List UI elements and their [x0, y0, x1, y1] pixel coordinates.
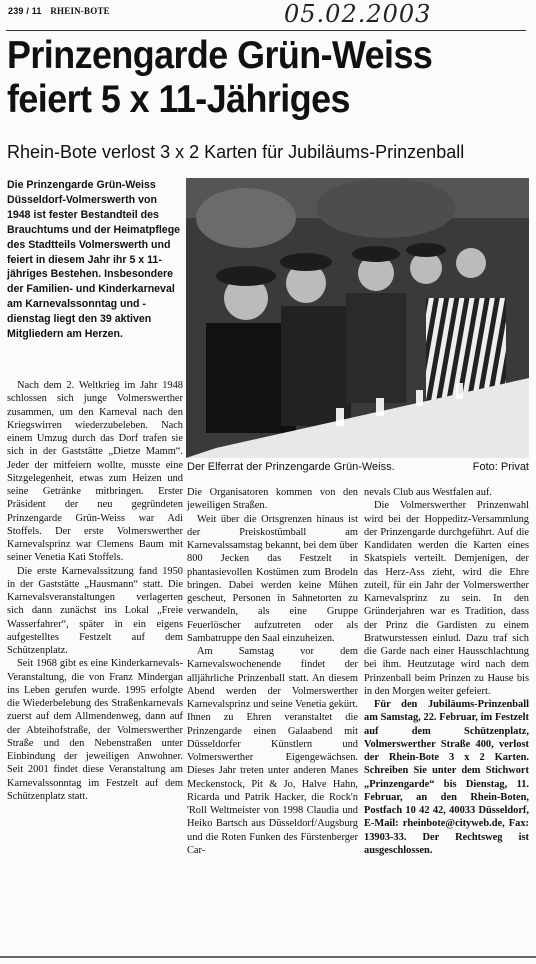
paragraph: Die erste Karnevalssitzung fand 1950 in der Gaststätte „Hausmann“ statt. Die Karnevalsveranstaltungen verlagerten sich dann zunächst ins Lokal „Freie Wasserfahrer“, später in ein eigens aufgestelltes Festzelt auf dem Schützenplatz. [7, 565, 183, 656]
caption-text: Der Elferrat der Prinzengarde Grün-Weiss. [187, 461, 395, 473]
headline-line-2: feiert 5 x 11-Jähriges [7, 78, 350, 121]
photo-caption [187, 461, 529, 473]
publication-name: RHEIN-BOTE [50, 6, 110, 16]
photo-elferrat [186, 178, 529, 458]
page-number: 239 / 11 [8, 6, 42, 16]
lead-paragraph: Die Prinzengarde Grün-Weiss Düsseldorf-Volmerswerth von 1948 ist fester Bestandteil des Brauchtums und der Heimatpflege des Stadtteils Volmerswerth und feiert in diesem Jahr ihr 5 x 11-jähriges Bestehen. Insbesondere der Familien- und Kinderkarneval am Karnevalssonntag und -dienstag liegt den 39 aktiven Mitgliedern am Herzen. [7, 179, 181, 341]
article-column-1 [7, 379, 183, 803]
paragraph: Die Organisatoren kommen von den jeweiligen Straßen. [187, 487, 358, 512]
handwritten-date: 05.02.2003 [284, 0, 432, 28]
bottom-rule [0, 956, 536, 958]
paragraph: Seit 1968 gibt es eine Kinderkarnevals-Veranstaltung, die von Franz Mindergan ins Leben gerufen wurde. 1995 erfolgte die Wiederbelebung des Straßenkarnevals zuerst auf dem Allmendenweg, dann auf der Abteihofstraße, der Volmerswerther Straße und den Nebenstraßen unter Einbindung der jeweiligen Anwohner. Seit 2001 findet diese Veranstaltung am Karnevalssonntag im Festzelt auf dem Schützenplatz statt. [7, 658, 183, 802]
paragraph: Die Volmerswerther Prinzenwahl wird bei der Hoppeditz-Versammlung der Prinzengarde durchgeführt. Auf die Kandidaten werden die Karten eines Skatspiels verteilt. Demjenigen, der das Herz-Ass zieht, wird die Ehre zuteil, für ein Jahr der Volmerswerther Karnevalsprinz zu sein. In den Gründerjahren war es Tradition, dass der Prinz die Gardisten zu einem Bratwurstessen einlud. Dazu traf sich die Garde nach einer Hausschlachtung bei ihm. Heutzutage wird nach dem Prinzenball beim Prinzen zu Hause bis in den Morgen weiter gefeiert. [364, 500, 529, 697]
photo-illustration [186, 178, 529, 458]
paragraph: Nach dem 2. Weltkrieg im Jahr 1948 schlossen sich junge Volmerswerther zusammen, um den Karneval nach den Kriegswirren wiederzubeleben. Nach einem Umzug durch das Dorf trafen sie sich in der Gaststätte „Dietze Mamm“. Jeder der mitfeiern wollte, musste eine Sitzgelegenheit, etwas zum Heizen und seine Getränke mitbringen. Erster Präsident der neu gegründeten Prinzengarde Grün-Weiss war Adi Stoffels. Der erste Volmerswerther Karnevalsprinz war Clemens Baum mit seiner Venetia Kati Stoffels. [7, 380, 183, 564]
article-column-3 [364, 486, 529, 857]
page-header [8, 6, 116, 16]
subheadline: Rhein-Bote verlost 3 x 2 Karten für Jubiläums-Prinzenball [7, 142, 465, 162]
photo-credit: Foto: Privat [472, 461, 529, 473]
headline [7, 34, 490, 122]
paragraph: Am Samstag vor dem Karnevalswochenende findet der alljährliche Prinzenball statt. An diesem Abend werden der Volmerswerther Karnevalsprinz und seine Venetia gekürt. Ihnen zu Ehren veranstaltet die Prinzengarde einen Galaabend mit Düsseldorfer Künstlern und Volmerswerther Eigengewächsen. Dieses Jahr treten unter anderen Manes Meckenstock, Pit & Jo, Halve Hahn, Ricarda und Patrik Hacker, die Rock'n 'Roll Weltmeister von 1998 Claudia und Heiko Bartsch aus Düsseldorf/Augsburg und die Roten Funken des Fürstenberger Car- [187, 646, 358, 856]
header-rule [6, 30, 526, 31]
raffle-paragraph: Für den Jubiläums-Prinzenball am Samstag, 22. Februar, im Festzelt auf dem Schützenplatz, Volmerswerther Straße 400, verlost der Rhein-Bote 3 x 2 Karten. Schreiben Sie unter dem Stichwort „Prinzengarde“ bis Dienstag, 11. Februar, an den Rhein-Boten, Postfach 10 42 42, 40033 Düsseldorf, E-Mail: rheinbote@cityweb.de, Fax: 13903-33. Der Rechtsweg ist ausgeschlossen. [364, 699, 529, 856]
paragraph: Weit über die Ortsgrenzen hinaus ist der Preiskostümball am Karnevalssamstag bekannt, bei dem über 800 Jecken das Festzelt in phantasievollen Kostümen zum Brodeln bringen. Dabei werden keine Mühen gescheut, Personen in Sahnetorten zu verwandeln, als eine Gruppe Feuerlöscher aufzutreten oder als Sambatruppe den Saal einzuheizen. [187, 513, 358, 644]
article-column-2 [187, 486, 358, 857]
headline-line-1: Prinzengarde Grün-Weiss [7, 34, 433, 77]
paragraph: nevals Club aus Westfalen auf. [364, 487, 492, 498]
